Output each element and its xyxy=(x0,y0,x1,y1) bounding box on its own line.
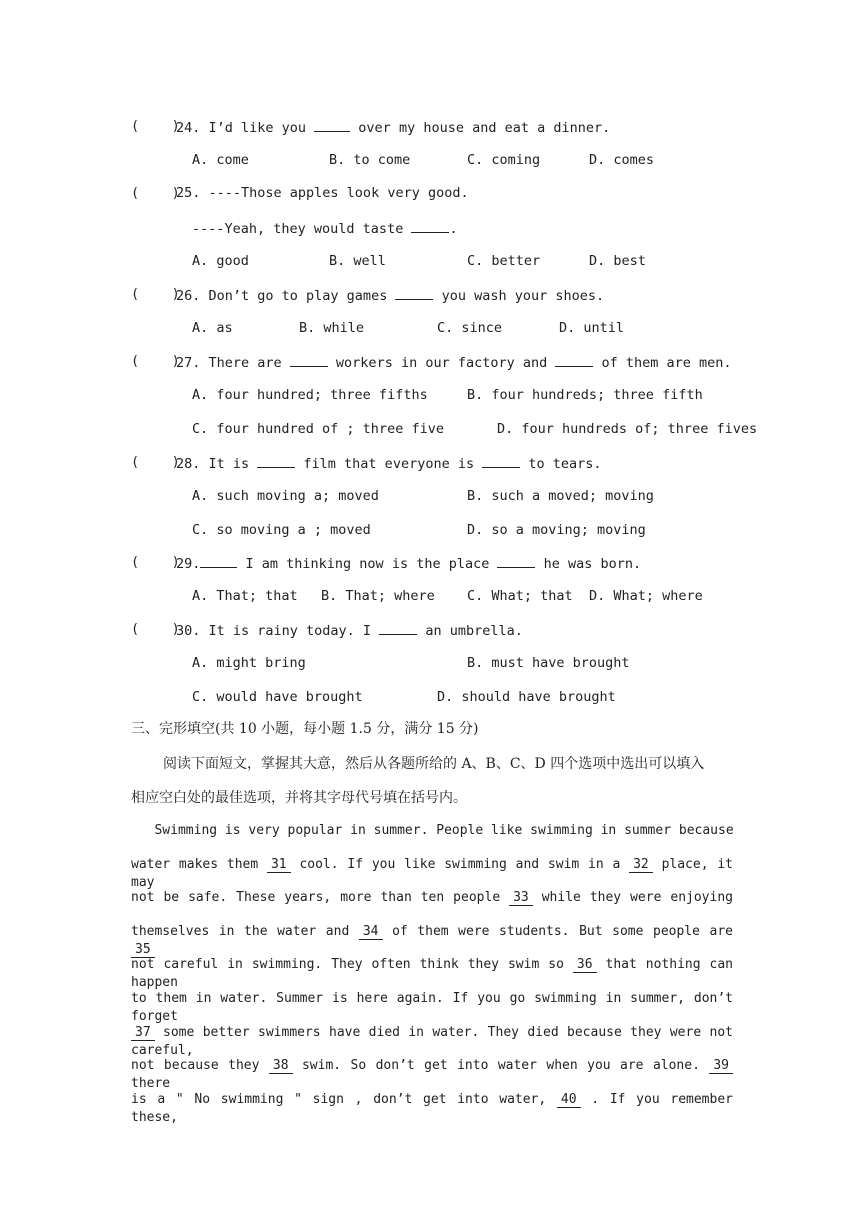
answer-option[interactable]: C. would have brought xyxy=(192,689,363,705)
passage-line xyxy=(131,956,733,992)
answer-blank[interactable] xyxy=(314,117,350,132)
answer-bracket[interactable]: ( ) xyxy=(131,286,180,302)
section-instruction: 相应空白处的最佳选项，并将其字母代号填在括号内。 xyxy=(131,790,467,806)
answer-option[interactable]: D. comes xyxy=(589,152,655,168)
cloze-blank[interactable]: 35 xyxy=(131,943,155,958)
answer-option[interactable]: A. four hundred; three fifths xyxy=(192,387,428,403)
section-heading: 三、完形填空(共 10 小题，每小题 1.5 分，满分 15 分) xyxy=(131,721,479,737)
stem-text: 25. ----Those apples look very good. xyxy=(176,185,469,201)
question-stem xyxy=(176,352,732,372)
answer-option[interactable]: B. well xyxy=(329,253,386,269)
stem-text: film that everyone is xyxy=(295,456,483,472)
passage-text: place, it may xyxy=(131,856,733,890)
answer-blank[interactable] xyxy=(379,620,417,635)
stem-text: he was born. xyxy=(535,556,642,572)
passage-text: not because they xyxy=(131,1058,269,1074)
answer-bracket[interactable]: ( ) xyxy=(131,185,180,201)
cloze-blank[interactable]: 39 xyxy=(709,1059,733,1074)
answer-option[interactable]: D. What; where xyxy=(589,588,703,604)
passage-text: not careful in swimming. They often think they swim so xyxy=(131,957,573,973)
cloze-blank[interactable]: 32 xyxy=(629,858,653,873)
stem-text: . xyxy=(449,221,458,237)
question-stem xyxy=(176,117,610,137)
passage-text: cool. If you like swimming and swim in a xyxy=(290,856,630,872)
passage-text: is a " No swimming " sign , don’t get into water, xyxy=(131,1091,557,1107)
answer-option[interactable]: A. such moving a; moved xyxy=(192,488,379,504)
answer-option[interactable]: B. That; where xyxy=(321,588,435,604)
question-stem xyxy=(176,184,469,202)
stem-text: 29. xyxy=(176,556,201,572)
answer-option[interactable]: B. such a moved; moving xyxy=(467,488,654,504)
passage-line xyxy=(131,1024,733,1060)
passage-text: that nothing can happen xyxy=(131,957,734,991)
question-stem xyxy=(176,553,641,573)
answer-option[interactable]: C. so moving a ; moved xyxy=(192,522,371,538)
passage-text: to them in water. Summer is here again. If you go swimming in summer, don’t forget xyxy=(131,991,733,1024)
question-dialogue-line xyxy=(192,218,458,238)
answer-option[interactable]: D. so a moving; moving xyxy=(467,522,646,538)
cloze-blank[interactable]: 38 xyxy=(269,1059,293,1074)
passage-text: of them were students. But some people are xyxy=(382,923,733,939)
answer-option[interactable]: A. good xyxy=(192,253,249,269)
stem-text: workers in our factory and xyxy=(327,355,556,371)
cloze-blank[interactable]: 40 xyxy=(557,1093,581,1108)
passage-text: swim. So don’t get into water when you are alone. xyxy=(292,1058,710,1074)
passage-line xyxy=(131,889,733,907)
answer-option[interactable]: C. What; that xyxy=(467,588,573,604)
passage-line xyxy=(131,1091,733,1127)
passage-text: . If you remember these, xyxy=(131,1091,733,1125)
passage-text: while they were enjoying xyxy=(532,890,733,906)
answer-option[interactable]: D. best xyxy=(589,253,646,269)
answer-blank[interactable] xyxy=(290,352,328,367)
answer-option[interactable]: C. coming xyxy=(467,152,541,168)
stem-text: 28. It is xyxy=(176,456,258,472)
answer-option[interactable]: A. as xyxy=(192,320,233,336)
passage-line xyxy=(131,1057,733,1093)
answer-blank[interactable] xyxy=(482,453,520,468)
stem-text: ----Yeah, they would taste xyxy=(192,221,412,237)
stem-text: over my house and eat a dinner. xyxy=(350,120,611,136)
answer-option[interactable]: D. should have brought xyxy=(437,689,616,705)
answer-option[interactable]: B. while xyxy=(299,320,365,336)
stem-text: I am thinking now is the place xyxy=(237,556,498,572)
answer-option[interactable]: A. come xyxy=(192,152,249,168)
stem-text: 26. Don’t go to play games xyxy=(176,288,396,304)
stem-text: an umbrella. xyxy=(417,623,523,639)
passage-text: there xyxy=(131,1076,171,1092)
cloze-blank[interactable]: 33 xyxy=(509,891,533,906)
passage-text: some better swimmers have died in water. They died because they were not careful, xyxy=(131,1024,733,1058)
stem-text: to tears. xyxy=(520,456,602,472)
stem-text: 24. I’d like you xyxy=(176,120,315,136)
answer-bracket[interactable]: ( ) xyxy=(131,353,180,369)
answer-blank[interactable] xyxy=(411,218,449,233)
passage-text: not be safe. These years, more than ten people xyxy=(131,890,510,906)
answer-bracket[interactable]: ( ) xyxy=(131,454,180,470)
answer-option[interactable]: A. might bring xyxy=(192,655,306,671)
answer-option[interactable]: C. better xyxy=(467,253,541,269)
answer-bracket[interactable]: ( ) xyxy=(131,554,180,570)
cloze-blank[interactable]: 31 xyxy=(267,858,291,873)
cloze-blank[interactable]: 34 xyxy=(359,925,383,940)
answer-bracket[interactable]: ( ) xyxy=(131,621,180,637)
passage-text: water makes them xyxy=(131,856,267,872)
answer-option[interactable]: A. That; that xyxy=(192,588,298,604)
passage-line xyxy=(131,822,733,840)
question-stem xyxy=(176,453,602,473)
question-stem xyxy=(176,285,604,305)
answer-option[interactable]: C. since xyxy=(437,320,503,336)
answer-option[interactable]: D. until xyxy=(559,320,625,336)
stem-text: you wash your shoes. xyxy=(433,288,605,304)
question-stem xyxy=(176,620,523,640)
passage-text: Swimming is very popular in summer. People like swimming in summer because xyxy=(131,823,734,838)
cloze-blank[interactable]: 36 xyxy=(573,958,597,973)
passage-text: themselves in the water and xyxy=(131,923,359,939)
stem-text: 30. It is rainy today. I xyxy=(176,623,380,639)
answer-blank[interactable] xyxy=(555,352,593,367)
answer-option[interactable]: B. must have brought xyxy=(467,655,630,671)
section-instruction: 阅读下面短文，掌握其大意，然后从各题所给的 A、B、C、D 四个选项中选出可以填入 xyxy=(163,756,705,772)
answer-blank[interactable] xyxy=(257,453,295,468)
answer-bracket[interactable]: ( ) xyxy=(131,118,180,134)
answer-blank[interactable] xyxy=(497,553,535,568)
answer-option[interactable]: C. four hundred of ; three five xyxy=(192,421,444,437)
answer-option[interactable]: D. four hundreds of; three fives xyxy=(497,421,758,437)
passage-line xyxy=(131,856,733,892)
stem-text: of them are men. xyxy=(593,355,732,371)
passage-line xyxy=(131,990,733,1026)
answer-option[interactable]: B. four hundreds; three fifth xyxy=(467,387,703,403)
answer-blank[interactable] xyxy=(200,553,237,568)
answer-option[interactable]: B. to come xyxy=(329,152,411,168)
answer-blank[interactable] xyxy=(395,285,433,300)
cloze-blank[interactable]: 37 xyxy=(131,1026,155,1041)
passage-line xyxy=(131,923,733,959)
stem-text: 27. There are xyxy=(176,355,290,371)
